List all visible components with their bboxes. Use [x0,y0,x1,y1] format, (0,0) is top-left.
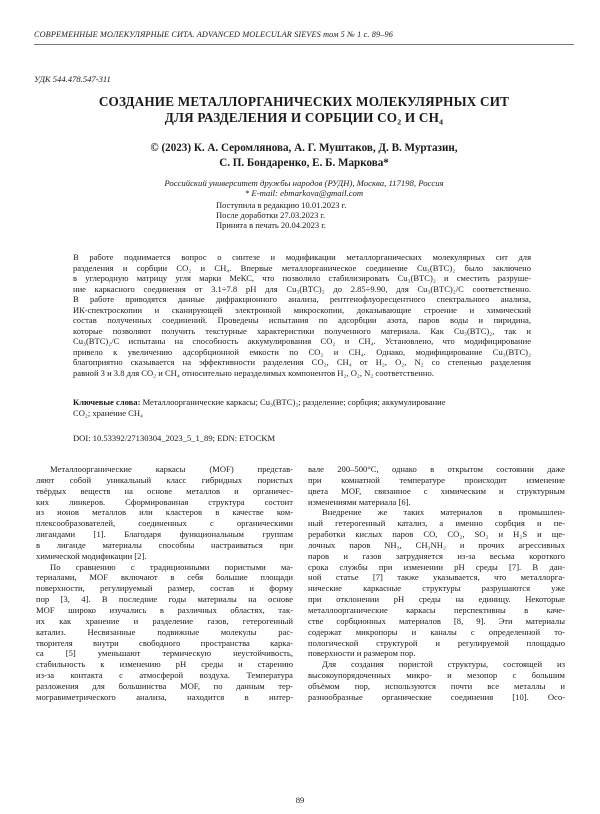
left-column-line: Металлоорганические каркасы (MOF) представ- [50,464,293,474]
right-column-line: объёмом пор, используются почти все металлы и [308,680,565,691]
abstract-line: В работе приводятся данные дифракционного анализа, рентгенофлуоресцентного спектрального анализа, [73,294,531,305]
left-column-line: са [5] уменьшают термическую неустойчивость, [36,648,293,659]
doi: DOI: 10.53392/27130304_2023_5_1_89; EDN: ETOCKM [73,433,276,443]
authors [34,141,574,171]
right-column-line: цвета MOF, связанное с химическим и структурным [308,485,565,496]
title-line-2: ДЛЯ РАЗДЕЛЕНИЯ И СОРБЦИИ CO₂ И CH₄ [164,110,444,125]
left-column-line: в лиганде материалы способны настраиваться при [36,539,293,550]
left-column-line: из ионов металлов или кластеров в качестве ком- [36,507,293,518]
abstract-line: привело к увеличению адсорбционной емкости по CO₂ и CH₄. Однако, модифицирование Cu₃(BTC)₂ [73,346,531,357]
left-column-line: творителя внутри свободного пространства карка- [36,637,293,648]
abstract-line: благоприятно сказывается на эффективности разделения CO₂, CH₄ от H₂, O₂, N₂ со степенью разделения [73,357,531,368]
right-column-line: поверхности и размером пор. [308,648,416,659]
keywords-line-2: CO₂; хранение CH₄ [73,407,144,418]
right-column-line: лочных паров NH₃, CH₃NH₂ и прочих агрессивных [308,539,565,550]
left-column-line: катализ. Несвязанные подвижные молекулы рас- [36,626,293,637]
keywords-line-1 [73,397,531,408]
left-column-line: ких линкеров. Сформированная структура состоит [36,496,293,507]
right-column-line: при отклонении pH среды на единицу. Некоторые [308,594,565,605]
abstract-line: состав полученных соединений. Проведены испытания по адсорбции азота, паров воды и пиридина, [73,315,531,326]
authors-line-1: © (2023) К. А. Серомлянова, А. Г. Муштаков, Д. В. Муртазин, [150,142,458,154]
right-column-line: ной статье [7] также указывается, что металлорга- [308,572,565,583]
affiliation [34,178,574,198]
right-column-line: Для создания пористой структуры, состоящей из [322,659,565,670]
affiliation-email: * E-mail: ebmarkova@gmail.com [244,188,364,198]
right-column-line: нические каркасные структуры разрушаются уже [308,583,565,594]
date-received: Поступила в редакцию 10.01.2023 г. [216,200,347,210]
right-column-line: при комнатной температуре происходит изменение [308,474,565,485]
abstract-line: равной 3 и 3.8 для CO₂ и CH₄ относительно неразделимых компонентов H₂, O₂, N₂ соответственно. [73,368,434,379]
left-column-line: ляют собой уникальный класс гибридных пористых [36,474,293,485]
right-column-line: реработки кислых паров CO, CO₂, SO₂ и H₂S и ще- [308,529,565,540]
abstract [73,252,531,379]
right-column-line: содержат микропоры и каналы с определенной то- [308,626,565,637]
left-column-line: По сравнению с традиционными пористыми ма- [50,561,293,572]
keywords-text-1: Металлоорганические каркасы; Cu₃(BTC)₂; разделение; сорбция; аккумулирование [142,397,446,407]
udk-code: УДК 544.478.547-311 [34,74,111,84]
right-column-line: разнообразные органические соединения [10]. Осо- [308,691,565,702]
right-column-line: вале 200–500°С, однако в открытом состоянии даже [308,464,565,474]
authors-line-2: С. П. Бондаренко, Е. Б. Маркова* [219,157,389,169]
affiliation-line-1: Российский университет дружбы народов (РУДН), Москва, 117198, Россия [164,178,444,188]
left-column-line: из-за контакта с атмосферой воздуха. Температура [36,670,293,681]
abstract-line: Cu₃(BTC)₂/С испытаны на способность аккумулирования CO₂ и CH₄. Установлено, что модифицирование [73,336,531,347]
title-line-1: СОЗДАНИЕ МЕТАЛЛОРГАНИЧЕСКИХ МОЛЕКУЛЯРНЫХ СИТ [98,94,510,109]
date-revised: После доработки 27.03.2023 г. [216,209,326,220]
right-column-line: паров и газов затрудняется из-за весьма короткого [308,550,565,561]
abstract-line: разделения и сорбции CO₂ и CH₄. Впервые металлорганическое соединение Cu₃(BTC)₂ было заключено [73,262,531,273]
right-column-line: срока службы при изменении pH среды [7]. В дан- [308,561,565,572]
right-column-line: ный гетерогенный катализ, а именно сорбция и пе- [308,518,565,529]
header-rule [34,44,574,45]
article-title [34,94,574,126]
article-dates [216,201,416,230]
keywords-label: Ключевые слова: [73,397,141,407]
left-column-line: лигандами [1]. Благодаря функциональным группам [36,529,293,540]
right-column-line: пологической структурой и регулируемой площадью [308,637,565,648]
left-column-line: MOF широко изучались в различных областях, так- [36,604,293,615]
abstract-line: в углеродную матрицу угля марки МеКС, что позволило стабилизировать Cu₃(BTC)₂ и сместить разруше- [73,273,531,284]
left-column-line: пор [3, 4]. В последние годы материалы на основе [36,594,293,605]
left-column-line: плексообразователей, соединенных с органическими [36,518,293,529]
right-column-line: металлоорганические каркасы перспективны в каче- [308,604,565,615]
left-column-line: териалами, MOF включают в себя большие площади [36,572,293,583]
abstract-line: ние каркасного соединения от 3.1÷7.8 pH для Cu₃(BTC)₂ до 2.85÷9.90, для Cu₃(BTC)₂/С соответственно. [73,283,531,294]
page-number: 89 [295,795,305,805]
left-column-line: их как хранение и разделение газов, гетерогенный [36,615,293,626]
right-column-line: изменениями материала [6]. [308,496,411,507]
body-column-right [308,464,565,703]
abstract-line: ИК-спектроскопии и сканирующей электронной микроскопии, доказывающие строение и химический [73,304,531,315]
running-head: СОВРЕМЕННЫЕ МОЛЕКУЛЯРНЫЕ СИТА. ADVANCED MOLECULAR SIEVES том 5 № 1 с. 89–96 [34,30,394,39]
body-column-left [36,464,293,703]
left-column-line: стабильность к изменению pH среды и старению [36,659,293,670]
abstract-line: В работе поднимается вопрос о синтезе и модификации металлорганических молекулярных сит для [73,252,531,262]
left-column-line: поверхности, регулируемый размер, состав и форму [36,583,293,594]
right-column-line: высокоупорядоченных микро- и мезопор с большим [308,670,565,681]
left-column-line: могравиметрического анализа, находится в интер- [36,691,293,702]
abstract-line: которые позволяют получить текстурные характеристики полученного материала. Как Cu₃(BTC)₂, так и [73,325,531,336]
right-column-line: стве сорбционных материалов [8, 9]. Эти материалы [308,615,565,626]
right-column-line: Внедрение же таких материалов в промышлен- [322,507,565,518]
left-column-line: химической модификации [2]. [36,550,147,561]
left-column-line: твёрдых веществ на основе металлов и органичес- [36,485,293,496]
left-column-line: разложения для большинства MOF, по данным тер- [36,680,293,691]
date-accepted: Принята в печать 20.04.2023 г. [216,219,326,230]
keywords [73,397,531,418]
